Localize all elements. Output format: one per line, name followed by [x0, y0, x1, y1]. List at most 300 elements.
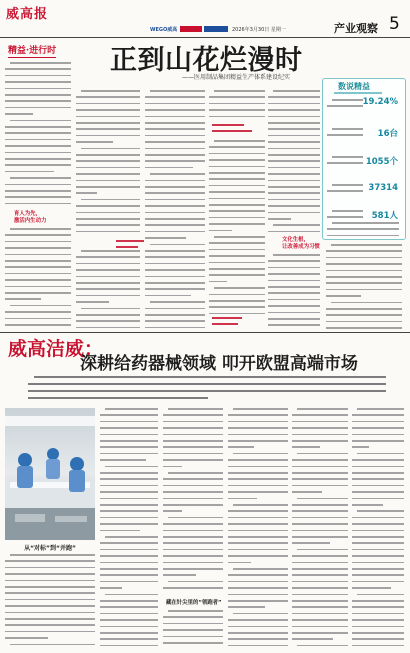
text-line — [326, 308, 402, 310]
text-line — [228, 581, 288, 583]
text-line — [145, 231, 205, 233]
text-line — [168, 472, 223, 474]
text-line — [268, 141, 320, 143]
text-line — [228, 523, 288, 525]
text-line — [268, 312, 320, 314]
text-line — [332, 184, 363, 186]
text-line — [228, 421, 288, 423]
text-line — [352, 517, 404, 519]
text-line — [163, 466, 182, 468]
text-line — [10, 554, 95, 556]
section-divider — [0, 332, 410, 333]
text-line — [163, 440, 223, 442]
text-line — [105, 536, 158, 538]
text-line — [268, 148, 320, 150]
text-line — [5, 152, 71, 154]
text-line — [228, 498, 257, 500]
text-line — [150, 90, 205, 92]
text-line — [5, 273, 71, 275]
text-line — [228, 562, 251, 564]
text-line — [5, 586, 95, 588]
text-line — [163, 491, 223, 493]
text-line — [10, 62, 71, 64]
text-line — [332, 210, 363, 212]
text-line — [5, 113, 33, 115]
text-line — [76, 135, 140, 137]
text-line — [209, 210, 265, 212]
text-line — [100, 606, 158, 608]
text-line — [352, 568, 404, 570]
text-line — [326, 327, 402, 329]
text-line — [268, 273, 320, 275]
text-line — [209, 306, 265, 308]
text-line — [326, 295, 361, 297]
text-line — [5, 158, 71, 160]
text-line — [268, 218, 291, 220]
text-line — [100, 421, 158, 423]
section-name: 产业观察 — [334, 22, 378, 35]
text-line — [100, 491, 158, 493]
text-line — [145, 167, 193, 169]
text-line — [268, 292, 320, 294]
text-line — [163, 568, 223, 570]
text-line — [228, 594, 288, 596]
text-line — [352, 574, 404, 576]
text-line — [100, 504, 158, 506]
text-line — [100, 472, 158, 474]
text-line — [76, 128, 140, 130]
text-line — [100, 523, 158, 525]
text-line — [209, 116, 265, 118]
text-line — [352, 491, 404, 493]
top-subhead-2 — [282, 237, 328, 251]
text-line — [81, 308, 140, 310]
text-line — [352, 536, 404, 538]
text-line — [5, 618, 95, 620]
subhead-placeholder — [116, 240, 144, 242]
text-line — [5, 286, 71, 288]
text-line — [228, 459, 288, 461]
text-line — [76, 288, 140, 290]
text-line — [163, 574, 196, 576]
text-line — [81, 148, 140, 150]
second-story-headline: 深耕给药器械领域 叩开欧盟高端市场 — [80, 354, 358, 374]
text-line — [228, 638, 288, 640]
text-line — [145, 288, 205, 290]
text-line — [352, 613, 404, 615]
text-line — [292, 459, 348, 461]
text-line — [326, 314, 402, 316]
top-subhead-1 — [14, 211, 74, 225]
text-line — [228, 645, 288, 647]
text-line — [5, 612, 95, 614]
text-line — [209, 230, 232, 232]
text-line — [145, 141, 205, 143]
text-line — [100, 568, 158, 570]
text-line — [5, 132, 71, 134]
text-line — [268, 199, 320, 201]
stat-value: 37314 — [368, 183, 398, 193]
text-line — [81, 90, 140, 92]
text-line — [76, 295, 140, 297]
text-line — [233, 504, 288, 506]
text-line — [292, 574, 348, 576]
text-line — [268, 299, 320, 301]
header-tag-red — [180, 26, 202, 32]
text-line — [209, 217, 265, 219]
text-line — [357, 453, 404, 455]
text-line — [209, 294, 265, 296]
text-line — [352, 645, 404, 647]
text-line — [268, 267, 320, 269]
text-line — [76, 205, 140, 207]
text-line — [76, 263, 140, 265]
header-tag-blue — [204, 26, 228, 32]
text-line — [100, 434, 158, 436]
text-line — [5, 592, 95, 594]
text-line — [5, 292, 71, 294]
text-line — [5, 107, 71, 109]
text-line — [168, 581, 223, 583]
text-line — [228, 485, 288, 487]
text-line — [76, 167, 140, 169]
top-story-subtitle: ——医用制品集团精益生产体系建设纪实 — [182, 74, 291, 81]
text-line — [145, 186, 205, 188]
text-line — [5, 68, 71, 70]
top-subhead-1-line1: 育人为先， — [14, 211, 41, 217]
text-line — [214, 90, 265, 92]
text-line — [228, 510, 288, 512]
text-line — [163, 629, 223, 631]
text-line — [100, 626, 158, 628]
text-line — [5, 605, 95, 607]
text-line — [145, 116, 205, 118]
text-line — [5, 75, 71, 77]
text-line — [100, 459, 146, 461]
text-line — [10, 644, 95, 646]
text-line — [268, 103, 320, 105]
text-line — [100, 645, 158, 647]
text-line — [327, 235, 399, 237]
lead-text-line — [34, 376, 386, 378]
text-line — [268, 324, 320, 326]
top-subhead-2-line2: 让改善成为习惯 — [282, 244, 320, 250]
text-line — [81, 199, 140, 201]
subhead-placeholder — [212, 130, 252, 132]
text-line — [10, 120, 71, 122]
text-line — [163, 427, 223, 429]
text-line — [292, 536, 348, 538]
text-line — [5, 260, 71, 262]
text-line — [297, 453, 348, 455]
text-line — [292, 440, 348, 442]
text-line — [105, 408, 158, 410]
text-line — [5, 145, 71, 147]
text-line — [145, 314, 205, 316]
text-line — [292, 523, 348, 525]
text-line — [326, 282, 402, 284]
text-line — [292, 434, 348, 436]
text-line — [163, 478, 223, 480]
text-line — [327, 162, 363, 164]
text-line — [145, 256, 205, 258]
text-line — [209, 281, 227, 283]
top-subhead-2-line1: 文化生根， — [282, 237, 309, 243]
text-line — [268, 135, 320, 137]
text-line — [100, 453, 158, 455]
text-line — [352, 523, 404, 525]
text-line — [268, 180, 320, 182]
text-line — [5, 580, 95, 582]
text-line — [228, 626, 288, 628]
text-line — [145, 148, 205, 150]
text-line — [292, 587, 348, 589]
text-line — [209, 103, 265, 105]
text-line — [100, 587, 122, 589]
text-line — [5, 94, 71, 96]
text-line — [5, 637, 48, 639]
text-line — [292, 466, 348, 468]
text-line — [268, 205, 320, 207]
stats-box-title: 数说精益 — [338, 82, 370, 91]
text-line — [209, 178, 265, 180]
text-line — [357, 408, 404, 410]
text-line — [228, 427, 288, 429]
text-line — [209, 96, 265, 98]
factory-photo-image — [5, 408, 95, 540]
text-line — [100, 542, 158, 544]
text-line — [352, 414, 404, 416]
text-line — [150, 244, 205, 246]
text-line — [233, 613, 288, 615]
text-line — [332, 156, 363, 158]
text-line — [100, 574, 158, 576]
text-line — [297, 498, 348, 500]
text-line — [209, 159, 265, 161]
text-line — [228, 619, 288, 621]
text-line — [273, 254, 320, 256]
text-line — [163, 485, 223, 487]
text-line — [163, 616, 223, 618]
text-line — [100, 414, 158, 416]
text-line — [268, 192, 320, 194]
text-line — [100, 549, 158, 551]
text-line — [228, 517, 288, 519]
text-line — [5, 266, 71, 268]
text-line — [100, 427, 158, 429]
text-line — [292, 491, 322, 493]
stat-value: 581人 — [371, 211, 398, 221]
text-line — [292, 517, 348, 519]
text-line — [352, 542, 404, 544]
text-line — [228, 574, 288, 576]
text-line — [145, 192, 205, 194]
text-line — [163, 562, 223, 564]
text-line — [209, 268, 265, 270]
text-line — [150, 301, 205, 303]
text-line — [145, 269, 205, 271]
text-line — [163, 523, 223, 525]
text-line — [228, 440, 288, 442]
text-line — [145, 212, 205, 214]
text-line — [268, 318, 320, 320]
text-line — [326, 257, 402, 259]
text-line — [352, 421, 404, 423]
text-line — [292, 638, 333, 640]
text-line — [163, 504, 223, 506]
text-line — [228, 472, 288, 474]
text-line — [5, 81, 71, 83]
lead-text-line — [28, 383, 386, 385]
text-line — [228, 549, 288, 551]
text-line — [163, 542, 223, 544]
text-line — [352, 472, 404, 474]
text-line — [163, 446, 223, 448]
text-line — [100, 581, 158, 583]
text-line — [145, 96, 205, 98]
top-subhead-1-line2: 激活内生动力 — [14, 218, 47, 224]
text-line — [327, 216, 363, 218]
text-line — [100, 613, 158, 615]
text-line — [163, 587, 223, 589]
text-line — [352, 581, 404, 583]
text-line — [209, 191, 265, 193]
text-line — [100, 440, 158, 442]
text-line — [209, 242, 265, 244]
text-line — [292, 555, 348, 557]
text-line — [163, 530, 223, 532]
text-line — [332, 128, 363, 130]
text-line — [168, 610, 223, 612]
text-line — [292, 510, 348, 512]
text-line — [5, 298, 41, 300]
text-line — [233, 453, 288, 455]
text-line — [228, 555, 288, 557]
text-line — [145, 160, 205, 162]
text-line — [292, 581, 348, 583]
text-line — [352, 427, 404, 429]
text-line — [292, 619, 348, 621]
text-line — [268, 260, 320, 262]
text-line — [352, 459, 404, 461]
text-line — [233, 568, 288, 570]
text-line — [145, 109, 205, 111]
text-line — [326, 250, 402, 252]
publisher-logo: WEGO威高 — [150, 27, 178, 33]
text-line — [163, 623, 223, 625]
text-line — [327, 228, 399, 230]
text-line — [100, 562, 158, 564]
text-line — [145, 180, 205, 182]
text-line — [76, 173, 140, 175]
text-line — [76, 218, 140, 220]
text-line — [268, 280, 320, 282]
text-line — [233, 408, 288, 410]
text-line — [76, 256, 140, 258]
text-line — [100, 555, 158, 557]
text-line — [292, 600, 348, 602]
text-line — [292, 530, 348, 532]
text-line — [228, 587, 288, 589]
text-line — [292, 542, 330, 544]
text-line — [268, 128, 320, 130]
second-story-subhead: 藏在针尖里的“领跑者” — [166, 600, 222, 606]
text-line — [352, 632, 404, 634]
text-line — [292, 414, 348, 416]
text-line — [76, 320, 140, 322]
text-line — [292, 606, 348, 608]
text-line — [268, 109, 320, 111]
text-line — [331, 244, 402, 246]
text-line — [163, 642, 223, 644]
text-line — [76, 212, 140, 214]
text-line — [326, 270, 402, 272]
text-line — [209, 109, 265, 111]
text-line — [332, 222, 399, 224]
text-line — [76, 103, 140, 105]
masthead-title: 威高报 — [6, 7, 49, 22]
text-line — [10, 305, 71, 307]
subhead-placeholder — [212, 317, 242, 319]
page-number: 5 — [389, 14, 400, 34]
text-line — [209, 172, 265, 174]
text-line — [76, 141, 113, 143]
text-line — [268, 154, 320, 156]
text-line — [145, 237, 186, 239]
text-line — [352, 626, 404, 628]
text-line — [163, 498, 223, 500]
text-line — [5, 203, 71, 205]
text-line — [5, 247, 71, 249]
text-line — [268, 96, 320, 98]
text-line — [100, 446, 158, 448]
text-line — [268, 116, 320, 118]
text-line — [76, 116, 140, 118]
text-line — [100, 517, 158, 519]
text-line — [228, 542, 288, 544]
text-line — [145, 154, 205, 156]
text-line — [352, 530, 404, 532]
text-line — [297, 549, 348, 551]
text-line — [76, 186, 140, 188]
text-line — [145, 263, 205, 265]
text-line — [228, 606, 265, 608]
text-line — [228, 600, 288, 602]
text-line — [76, 276, 140, 278]
text-line — [168, 408, 223, 410]
text-line — [105, 594, 158, 596]
text-line — [214, 140, 265, 142]
text-line — [209, 262, 265, 264]
text-line — [145, 135, 205, 137]
text-line — [214, 287, 265, 289]
text-line — [268, 173, 320, 175]
text-line — [145, 199, 205, 201]
text-line — [352, 440, 404, 442]
text-line — [5, 324, 71, 326]
text-line — [352, 478, 404, 480]
text-line — [145, 128, 205, 130]
text-line — [100, 478, 158, 480]
text-line — [163, 510, 182, 512]
text-line — [5, 311, 71, 313]
text-line — [5, 196, 71, 198]
text-line — [228, 466, 288, 468]
text-line — [209, 185, 265, 187]
text-line — [292, 568, 348, 570]
text-line — [352, 600, 404, 602]
text-line — [268, 167, 320, 169]
